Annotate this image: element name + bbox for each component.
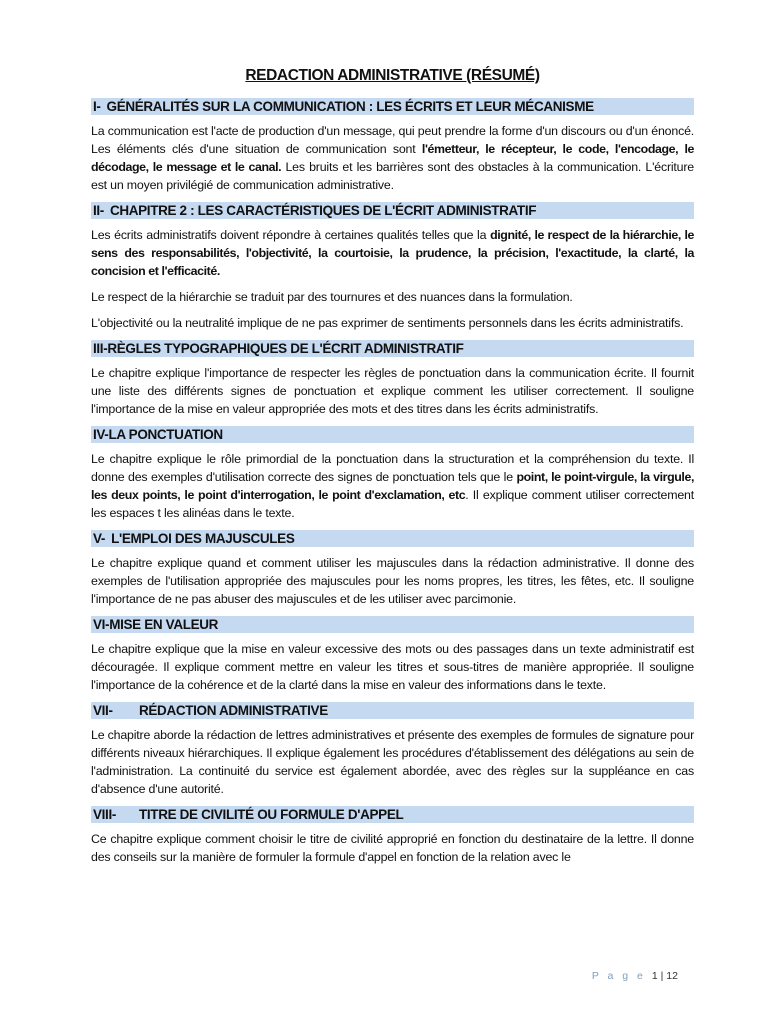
paragraph: Le chapitre aborde la rédaction de lettres administratives et présente des exemples de formules de signature pour différents niveaux hiérarchiques. Il explique également les procédures d'établissement des délégations au sein de l'administration. La continuité du service est également abordée, avec des règles sur la suppléance en cas d'absence d'une autorité. [91, 728, 694, 796]
section-heading [91, 426, 694, 443]
section-number: VIII- [93, 807, 117, 822]
section-title: GÉNÉRALITÉS SUR LA COMMUNICATION : LES ÉCRITS ET LEUR MÉCANISME [106, 99, 594, 114]
paragraph: Le chapitre explique quand et comment utiliser les majuscules dans la rédaction administrative. Il donne des exemples de l'utilisation appropriée des majuscules pour les noms propres, les titres, les fêtes, etc. Il souligne l'importance de ne pas abuser des majuscules et de les utiliser avec parcimonie. [91, 556, 694, 606]
section-number: I- [93, 99, 101, 114]
section-2 [91, 202, 694, 332]
paragraph: Le chapitre explique l'importance de respecter les règles de ponctuation dans la communication écrite. Il fournit une liste des différents signes de ponctuation et explique comment les utiliser correctement. Il souligne l'importance de la mise en valeur appropriée des mots et des titres dans les écrits administratifs. [91, 366, 694, 416]
section-heading [91, 202, 694, 219]
section-5 [91, 530, 694, 608]
paragraph: L'objectivité ou la neutralité implique de ne pas exprimer de sentiments personnels dans les écrits administratifs. [91, 316, 684, 330]
page-label: P a g e [591, 970, 646, 982]
section-number: V- [93, 531, 106, 546]
section-title: L'EMPLOI DES MAJUSCULES [111, 531, 295, 546]
section-number: VI- [93, 617, 110, 632]
section-3 [91, 340, 694, 418]
document-title: REDACTION ADMINISTRATIVE (RÉSUMÉ) [245, 67, 540, 84]
section-title: LA PONCTUATION [108, 427, 223, 442]
section-heading [91, 702, 694, 719]
paragraph-text: Le chapitre explique le rôle primordial de la ponctuation dans la structuration et la compréhension du texte. Il donne des exemples d'utilisation correcte des signes de ponctuation tels que le [91, 452, 694, 484]
paragraph [91, 226, 694, 280]
section-heading [91, 806, 694, 823]
paragraph-bold-text: dignité, le respect de la hiérarchie, le sens des responsabilités, l'objectivité, la courtoisie, la prudence, la précision, l'exactitude, la clarté, la concision et l'efficacité. [91, 228, 695, 278]
paragraph-bold-text: l'émetteur, le récepteur, le code, l'encodage, le décodage, le message et le canal. [91, 142, 694, 174]
section-6 [91, 616, 694, 694]
section-8 [91, 806, 694, 866]
section-number: III- [93, 341, 108, 356]
section-title: MISE EN VALEUR [109, 617, 219, 632]
paragraph-text: Les bruits et les barrières sont des obstacles à la communication. L'écriture est un moyen privilégié de communication administrative. [91, 160, 694, 192]
section-4 [91, 426, 694, 522]
paragraph-text: La communication est l'acte de production d'un message, qui peut prendre la forme d'un discours ou d'un énoncé. Les éléments clés d'une situation de communication sont [91, 124, 694, 156]
paragraph [91, 450, 694, 522]
section-title: RÈGLES TYPOGRAPHIQUES DE L'ÉCRIT ADMINISTRATIF [107, 341, 464, 356]
section-title: TITRE DE CIVILITÉ OU FORMULE D'APPEL [139, 807, 404, 822]
section-heading [91, 616, 694, 633]
section-heading [91, 340, 694, 357]
section-heading [91, 530, 694, 547]
section-heading [91, 98, 694, 115]
page-footer [592, 970, 678, 982]
section-number: IV- [93, 427, 109, 442]
paragraph: Le respect de la hiérarchie se traduit par des tournures et des nuances dans la formulation. [91, 290, 573, 304]
section-title: RÉDACTION ADMINISTRATIVE [139, 703, 328, 718]
paragraph: Ce chapitre explique comment choisir le titre de civilité approprié en fonction du destinataire de la lettre. Il donne des conseils sur la manière de formuler la formule d'appel en fonction de la relation avec le [91, 832, 694, 864]
section-7 [91, 702, 694, 798]
section-number: II- [93, 203, 104, 218]
page-number: 1 | 12 [651, 970, 678, 982]
paragraph [91, 122, 694, 194]
paragraph-bold-text: point, le point-virgule, la virgule, les deux points, le point d'interrogation, le point d'exclamation, etc [91, 470, 694, 502]
section-number: VII- [93, 703, 113, 718]
section-title: CHAPITRE 2 : LES CARACTÉRISTIQUES DE L'ÉCRIT ADMINISTRATIF [109, 203, 537, 218]
paragraph-text: . Il explique comment utiliser correctement les espaces t les alinéas dans le texte. [91, 488, 694, 520]
section-1 [91, 98, 694, 194]
paragraph-text: Les écrits administratifs doivent répondre à certaines qualités telles que la [91, 228, 491, 242]
paragraph: Le chapitre explique que la mise en valeur excessive des mots ou des passages dans un texte administratif est découragée. Il explique comment mettre en valeur les titres et sous-titres de manière appropriée. Il souligne l'importance de la cohérence et de la clarté dans la mise en valeur des informations dans le texte. [91, 642, 694, 692]
